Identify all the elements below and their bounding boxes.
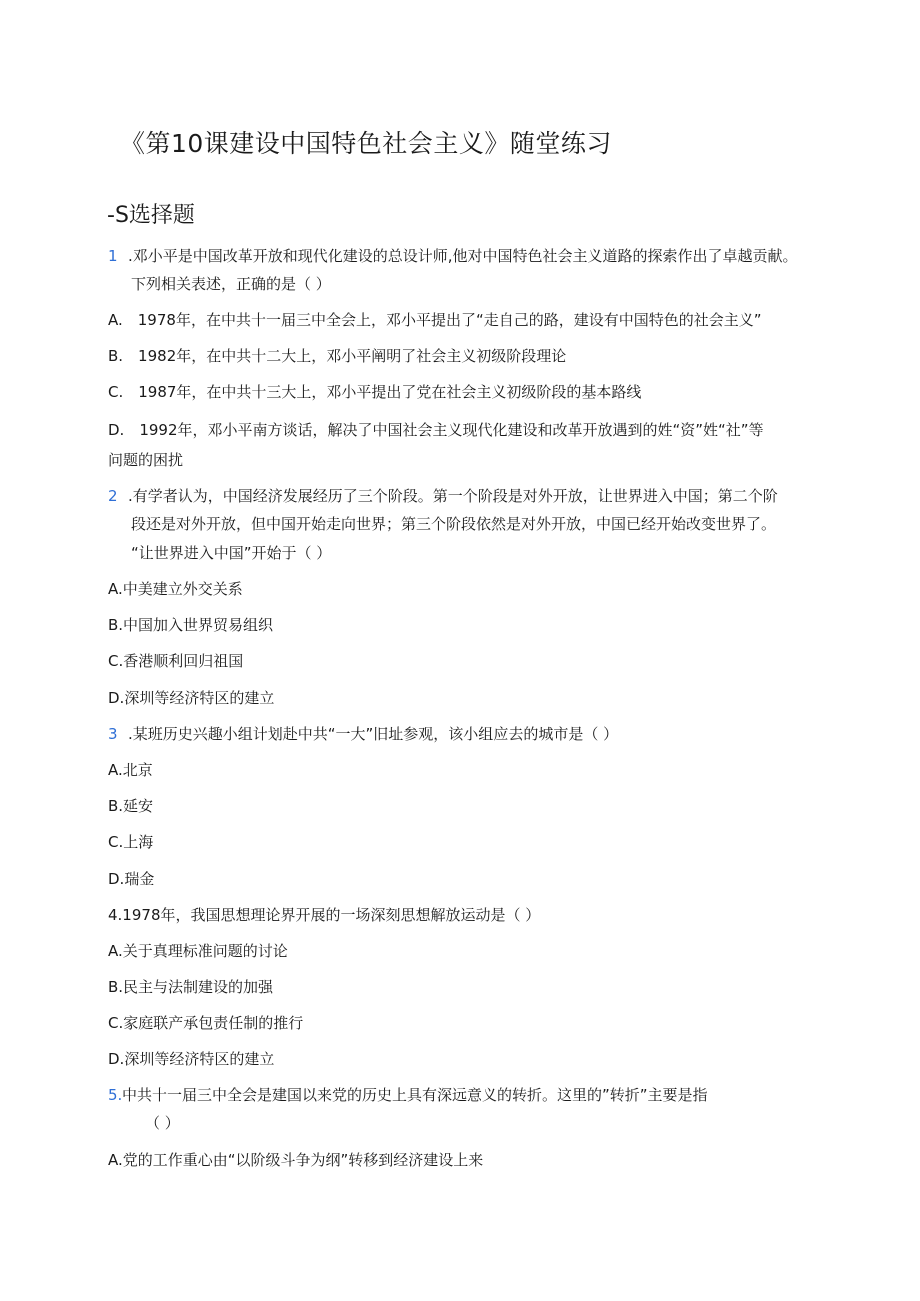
question-2-stem-line3: “让世界进入中国”开始于（ ） bbox=[131, 544, 332, 562]
question-number: 5. bbox=[108, 1086, 123, 1104]
question-1-option-a: A. 1978年，在中共十一届三中全会上，邓小平提出了“走自己的路，建设有中国特色的社会主义” bbox=[108, 311, 762, 329]
question-4-option-a: A.关于真理标准问题的讨论 bbox=[108, 942, 288, 960]
question-3-option-a: A.北京 bbox=[108, 761, 153, 779]
question-number: 1 bbox=[108, 247, 118, 265]
question-5-stem-line2: （ ） bbox=[145, 1114, 180, 1132]
question-3-option-b: B.延安 bbox=[108, 797, 154, 815]
question-4-option-c: C.家庭联产承包责任制的推行 bbox=[108, 1014, 304, 1032]
question-4-option-b: B.民主与法制建设的加强 bbox=[108, 978, 274, 996]
question-2-stem-line2: 段还是对外开放，但中国开始走向世界；第三个阶段依然是对外开放，中国已经开始改变世界了。 bbox=[131, 515, 777, 533]
question-number: 3 bbox=[108, 725, 118, 743]
question-5-option-a: A.党的工作重心由“以阶级斗争为纲”转移到经济建设上来 bbox=[108, 1151, 484, 1169]
question-1-option-b: B. 1982年，在中共十二大上，邓小平阐明了社会主义初级阶段理论 bbox=[108, 347, 567, 365]
question-number: 2 bbox=[108, 487, 118, 505]
question-1-option-d-line1: D. 1992年，邓小平南方谈话，解决了中国社会主义现代化建设和改革开放遇到的姓“资”姓“社”等 bbox=[108, 421, 764, 439]
question-2-option-b: B.中国加入世界贸易组织 bbox=[108, 616, 274, 634]
question-1-option-c: C. 1987年，在中共十三大上，邓小平提出了党在社会主义初级阶段的基本路线 bbox=[108, 383, 642, 401]
section-heading: -S选择题 bbox=[107, 203, 195, 228]
question-3-option-d: D.瑞金 bbox=[108, 870, 155, 888]
question-3-stem: .某班历史兴趣小组计划赴中共“一大”旧址参观，该小组应去的城市是（ ） bbox=[128, 725, 619, 743]
question-3-option-c: C.上海 bbox=[108, 833, 154, 851]
question-2-option-a: A.中美建立外交关系 bbox=[108, 580, 243, 598]
page-title: 《第10课建设中国特色社会主义》随堂练习 bbox=[120, 129, 612, 158]
question-1-stem-line1: .邓小平是中国改革开放和现代化建设的总设计师,他对中国特色社会主义道路的探索作出了卓越贡献。 bbox=[128, 247, 798, 265]
question-4-option-d: D.深圳等经济特区的建立 bbox=[108, 1050, 275, 1068]
question-1-stem-line2: 下列相关表述，正确的是（ ） bbox=[131, 275, 331, 293]
question-2-option-c: C.香港顺利回归祖国 bbox=[108, 652, 244, 670]
question-2-stem-line1: .有学者认为，中国经济发展经历了三个阶段。第一个阶段是对外开放，让世界进入中国；第二个阶 bbox=[128, 487, 778, 505]
question-2-option-d: D.深圳等经济特区的建立 bbox=[108, 689, 275, 707]
question-1-option-d-line2: 问题的困扰 bbox=[108, 451, 184, 469]
question-5-stem-line1: 中共十一届三中全会是建国以来党的历史上具有深远意义的转折。这里的”转折”主要是指 bbox=[122, 1086, 708, 1104]
question-4-stem: 4.1978年，我国思想理论界开展的一场深刻思想解放运动是（ ） bbox=[108, 906, 541, 924]
